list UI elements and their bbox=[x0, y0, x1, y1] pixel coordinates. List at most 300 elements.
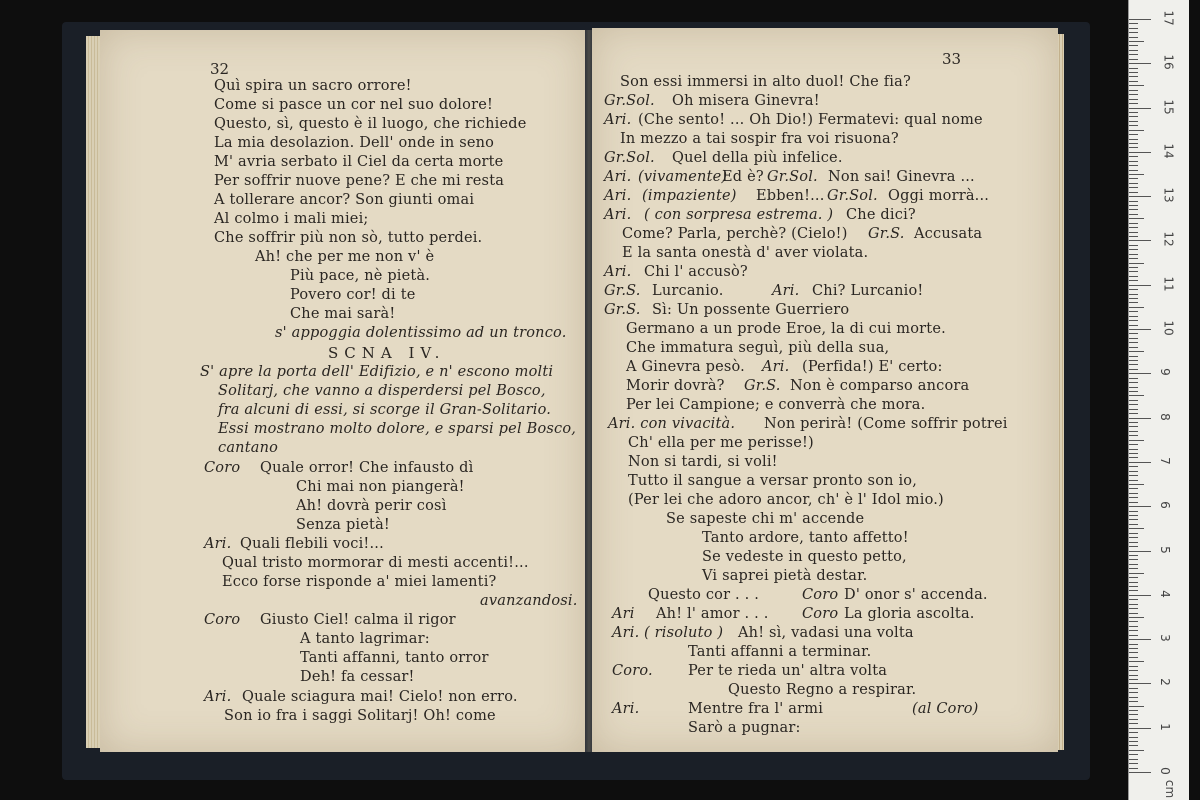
verse-line: Sarò a pugnar: bbox=[688, 720, 801, 736]
text-line: Al colmo i mali miei; bbox=[214, 211, 369, 227]
speaker-label: Coro. bbox=[612, 663, 653, 679]
speaker-label: Gr.S. bbox=[744, 378, 781, 394]
ruler-tick bbox=[1129, 426, 1138, 427]
ruler-tick bbox=[1129, 537, 1138, 538]
text-line: Questo, sì, questo è il luogo, che richiede bbox=[214, 116, 527, 132]
speaker-label: Ari. bbox=[204, 689, 232, 705]
text-line: Che dici? bbox=[846, 207, 916, 223]
ruler-tick bbox=[1129, 466, 1138, 467]
ruler-tick bbox=[1129, 542, 1138, 543]
ruler-tick bbox=[1129, 759, 1138, 760]
ruler-tick bbox=[1129, 519, 1138, 520]
ruler-tick bbox=[1129, 178, 1138, 179]
ruler-tick bbox=[1129, 143, 1138, 144]
verse-line: Tanto ardore, tanto affetto! bbox=[702, 530, 909, 546]
ruler-tick bbox=[1129, 737, 1138, 738]
ruler-tick bbox=[1129, 475, 1138, 476]
ruler-tick bbox=[1129, 719, 1138, 720]
ruler-tick bbox=[1129, 112, 1138, 113]
ruler-tick bbox=[1129, 183, 1138, 184]
ruler-tick bbox=[1129, 559, 1138, 560]
ruler-tick bbox=[1129, 763, 1138, 764]
ruler-tick bbox=[1129, 493, 1138, 494]
verse-line: Povero cor! di te bbox=[290, 287, 416, 303]
ruler-tick bbox=[1129, 254, 1138, 255]
ruler-label: 0 bbox=[1157, 767, 1172, 775]
verse-line: Se sapeste chi m' accende bbox=[666, 511, 865, 527]
ruler-tick bbox=[1129, 90, 1138, 91]
right-page bbox=[592, 28, 1058, 752]
speaker-label: Ari. bbox=[604, 264, 632, 280]
ruler-tick bbox=[1129, 387, 1138, 388]
text-line: Ch' ella per me perisse!) bbox=[628, 435, 814, 451]
ruler-tick bbox=[1129, 205, 1138, 206]
text-line: (Che sento! ... Oh Dio!) Fermatevi: qual nome bbox=[638, 112, 983, 128]
ruler-tick bbox=[1129, 50, 1138, 51]
ruler-tick bbox=[1129, 400, 1138, 401]
ruler-tick bbox=[1129, 289, 1138, 290]
ruler-tick bbox=[1129, 577, 1138, 578]
ruler-tick bbox=[1129, 19, 1151, 20]
ruler-tick bbox=[1129, 369, 1138, 370]
ruler-tick bbox=[1129, 382, 1138, 383]
stage-direction: ( risoluto ) bbox=[644, 625, 724, 641]
verse-line: Tanti affanni a terminar. bbox=[688, 644, 872, 660]
verse-line: Giusto Ciel! calma il rigor bbox=[260, 612, 456, 628]
ruler-tick bbox=[1129, 652, 1138, 653]
ruler-tick bbox=[1129, 573, 1144, 574]
ruler-tick bbox=[1129, 488, 1138, 489]
text-line: Tutto il sangue a versar pronto son io, bbox=[628, 473, 918, 489]
ruler-tick bbox=[1129, 692, 1138, 693]
ruler-tick bbox=[1129, 444, 1138, 445]
text-line: Chi? Lurcanio! bbox=[812, 283, 924, 299]
ruler-tick bbox=[1129, 453, 1138, 454]
verse-line: Mentre fra l' armi bbox=[688, 701, 824, 717]
ruler-tick bbox=[1129, 511, 1138, 512]
ruler-tick bbox=[1129, 364, 1138, 365]
ruler-tick bbox=[1129, 732, 1138, 733]
verse-line: Senza pietà! bbox=[296, 517, 390, 533]
text-line: Lurcanio. bbox=[652, 283, 724, 299]
text-line: Germano a un prode Eroe, la di cui morte. bbox=[626, 321, 946, 337]
text-line: Sì: Un possente Guerriero bbox=[652, 302, 850, 318]
text-line: (Perfida!) E' certo: bbox=[802, 359, 943, 375]
ruler-tick bbox=[1129, 683, 1151, 684]
verse-line: Ah! che per me non v' è bbox=[255, 249, 435, 265]
ruler-label: 14 bbox=[1161, 143, 1176, 159]
ruler-tick bbox=[1129, 635, 1138, 636]
text-line: Ed è? bbox=[722, 169, 764, 185]
ruler-tick bbox=[1129, 121, 1138, 122]
ruler-tick bbox=[1129, 94, 1138, 95]
ruler-tick bbox=[1129, 192, 1138, 193]
left-page bbox=[100, 30, 585, 752]
text-line: Chi l' accusò? bbox=[644, 264, 748, 280]
ruler-tick bbox=[1129, 223, 1138, 224]
ruler-label: 7 bbox=[1157, 457, 1172, 465]
ruler-tick bbox=[1129, 714, 1138, 715]
stage-direction: fra alcuni di essi, si scorge il Gran-Solitario. bbox=[218, 402, 552, 418]
stage-direction: (vivamente) bbox=[638, 169, 728, 185]
text-line: Ecco forse risponde a' miei lamenti? bbox=[222, 574, 497, 590]
page-number: 32 bbox=[210, 60, 230, 78]
stage-direction: Solitarj, che vanno a disperdersi pel Bosco, bbox=[218, 383, 546, 399]
ruler-tick bbox=[1129, 599, 1138, 600]
ruler-tick bbox=[1129, 666, 1138, 667]
ruler-tick bbox=[1129, 108, 1151, 109]
ruler-label: 6 bbox=[1157, 501, 1172, 510]
ruler-tick bbox=[1129, 728, 1151, 729]
ruler-tick bbox=[1129, 329, 1151, 330]
ruler-tick bbox=[1129, 276, 1138, 277]
ruler-tick bbox=[1129, 546, 1138, 547]
ruler-tick bbox=[1129, 515, 1138, 516]
ruler-tick bbox=[1129, 741, 1138, 742]
speaker-label: Ari. bbox=[604, 169, 632, 185]
stage-direction: s' appoggia dolentissimo ad un tronco. bbox=[275, 325, 567, 341]
ruler-tick bbox=[1129, 130, 1144, 131]
ruler-tick bbox=[1129, 471, 1138, 472]
ruler-tick bbox=[1129, 373, 1151, 374]
verse-line: Più pace, nè pietà. bbox=[290, 268, 431, 284]
ruler-tick bbox=[1129, 528, 1144, 529]
ruler-tick bbox=[1129, 356, 1138, 357]
verse-line: Per te rieda un' altra volta bbox=[688, 663, 888, 679]
ruler-tick bbox=[1129, 45, 1138, 46]
ruler-label: 2 bbox=[1157, 678, 1172, 687]
ruler-tick bbox=[1129, 551, 1151, 552]
stage-direction: (impaziente) bbox=[642, 188, 737, 204]
ruler-tick bbox=[1129, 435, 1138, 436]
ruler-tick bbox=[1129, 81, 1138, 82]
ruler-tick bbox=[1129, 187, 1138, 188]
ruler-tick bbox=[1129, 116, 1138, 117]
speaker-label: Ari. bbox=[604, 188, 632, 204]
ruler-tick bbox=[1129, 63, 1151, 64]
text-line: Oggi morrà... bbox=[888, 188, 990, 204]
ruler-tick bbox=[1129, 431, 1138, 432]
ruler-tick bbox=[1129, 745, 1138, 746]
ruler-tick bbox=[1129, 670, 1138, 671]
ruler-label: 17 bbox=[1161, 10, 1176, 26]
ruler-tick bbox=[1129, 139, 1138, 140]
text-line: Come? Parla, perchè? (Cielo!) bbox=[622, 226, 848, 242]
ruler-tick bbox=[1129, 754, 1138, 755]
speaker-label: Ari. bbox=[604, 207, 632, 223]
ruler-tick bbox=[1129, 134, 1138, 135]
speaker-label: Ari. bbox=[612, 625, 640, 641]
ruler-tick bbox=[1129, 723, 1138, 724]
ruler-tick bbox=[1129, 307, 1144, 308]
ruler-tick bbox=[1129, 564, 1138, 565]
ruler-tick bbox=[1129, 333, 1138, 334]
ruler-tick bbox=[1129, 351, 1144, 352]
text-line: Non sai! Ginevra ... bbox=[828, 169, 975, 185]
ruler-tick bbox=[1129, 661, 1144, 662]
ruler-tick bbox=[1129, 506, 1151, 507]
stage-direction: Essi mostrano molto dolore, e sparsi pel Bosco, bbox=[218, 421, 577, 437]
ruler-label: 10 bbox=[1161, 320, 1176, 336]
ruler-label: 11 bbox=[1161, 276, 1176, 292]
text-line: Morir dovrà? bbox=[626, 378, 725, 394]
text-line: Non è comparso ancora bbox=[790, 378, 970, 394]
ruler-tick bbox=[1129, 240, 1151, 241]
ruler-tick bbox=[1129, 103, 1138, 104]
ruler-label: 5 bbox=[1157, 545, 1172, 554]
speaker-label: Ari. bbox=[604, 112, 632, 128]
ruler-tick bbox=[1129, 302, 1138, 303]
ruler-tick bbox=[1129, 360, 1138, 361]
text-line: Che immatura seguì, più della sua, bbox=[626, 340, 890, 356]
ruler-tick bbox=[1129, 311, 1138, 312]
ruler-tick bbox=[1129, 227, 1138, 228]
ruler-tick bbox=[1129, 161, 1138, 162]
verse-line: Ah! dovrà perir così bbox=[296, 498, 447, 514]
page-number: 33 bbox=[942, 50, 962, 68]
ruler-tick bbox=[1129, 768, 1138, 769]
verse-line: La gloria ascolta. bbox=[844, 606, 975, 622]
ruler-tick bbox=[1129, 604, 1138, 605]
ruler-tick bbox=[1129, 156, 1138, 157]
ruler-unit: cm bbox=[1163, 779, 1178, 799]
ruler-label: 1 bbox=[1157, 722, 1172, 731]
verse-line: Deh! fa cessar! bbox=[300, 669, 415, 685]
ruler-tick bbox=[1129, 418, 1151, 419]
ruler-tick bbox=[1129, 679, 1138, 680]
ruler-tick bbox=[1129, 236, 1138, 237]
verse-line: Tanti affanni, tanto orror bbox=[300, 650, 489, 666]
ruler-tick bbox=[1129, 657, 1138, 658]
ruler-tick bbox=[1129, 32, 1138, 33]
ruler-tick bbox=[1129, 457, 1138, 458]
ruler-tick bbox=[1129, 214, 1138, 215]
ruler-tick bbox=[1129, 170, 1138, 171]
ruler-tick bbox=[1129, 449, 1138, 450]
ruler-tick bbox=[1129, 76, 1138, 77]
ruler-tick bbox=[1129, 701, 1138, 702]
speaker-label: Gr.Sol. bbox=[604, 93, 655, 109]
text-line: Son io fra i saggi Solitarj! Oh! come bbox=[224, 708, 496, 724]
ruler-tick bbox=[1129, 497, 1138, 498]
ruler-tick bbox=[1129, 404, 1138, 405]
text-line: Quale sciagura mai! Cielo! non erro. bbox=[242, 689, 518, 705]
text-line: Per soffrir nuove pene? E che mi resta bbox=[214, 173, 505, 189]
verse-line: Questo Regno a respirar. bbox=[728, 682, 917, 698]
ruler-label: 9 bbox=[1157, 368, 1172, 377]
speaker-label: Coro bbox=[802, 587, 839, 603]
ruler-tick bbox=[1129, 316, 1138, 317]
ruler-tick bbox=[1129, 422, 1138, 423]
text-line: Che soffrir più non sò, tutto perdei. bbox=[214, 230, 483, 246]
text-line: Son essi immersi in alto duol! Che fia? bbox=[620, 74, 911, 90]
verse-line: D' onor s' accenda. bbox=[844, 587, 988, 603]
speaker-label: Ari bbox=[612, 606, 635, 622]
text-line: Quel della più infelice. bbox=[672, 150, 843, 166]
speaker-label: Gr.Sol. bbox=[827, 188, 878, 204]
verse-line: Quale orror! Che infausto dì bbox=[260, 460, 474, 476]
verse-line: Ah! l' amor . . . bbox=[656, 606, 769, 622]
ruler-tick bbox=[1129, 502, 1138, 503]
ruler-tick bbox=[1129, 630, 1138, 631]
ruler-label: 3 bbox=[1157, 634, 1172, 642]
ruler-tick bbox=[1129, 267, 1138, 268]
speaker-label: Ari. con vivacità. bbox=[608, 416, 736, 432]
ruler-tick bbox=[1129, 147, 1138, 148]
ruler-tick bbox=[1129, 378, 1138, 379]
ruler-tick bbox=[1129, 413, 1138, 414]
stage-direction: (al Coro) bbox=[912, 701, 979, 717]
ruler-tick bbox=[1129, 72, 1138, 73]
ruler-tick bbox=[1129, 675, 1138, 676]
speaker-label: Ari. bbox=[762, 359, 790, 375]
ruler-tick bbox=[1129, 298, 1138, 299]
ruler-tick bbox=[1129, 232, 1138, 233]
speaker-label: Coro bbox=[802, 606, 839, 622]
stage-direction: cantano bbox=[218, 440, 279, 456]
text-line: In mezzo a tai sospir fra voi risuona? bbox=[620, 131, 899, 147]
ruler-tick bbox=[1129, 271, 1138, 272]
ruler-tick bbox=[1129, 568, 1138, 569]
ruler-tick bbox=[1129, 23, 1138, 24]
measurement-ruler bbox=[1128, 0, 1189, 800]
ruler-tick bbox=[1129, 99, 1138, 100]
ruler-tick bbox=[1129, 325, 1138, 326]
verse-line: Vi saprei pietà destar. bbox=[702, 568, 868, 584]
ruler-tick bbox=[1129, 648, 1138, 649]
ruler-tick bbox=[1129, 555, 1138, 556]
ruler-tick bbox=[1129, 608, 1138, 609]
text-line: Non si tardi, si voli! bbox=[628, 454, 778, 470]
ruler-tick bbox=[1129, 294, 1138, 295]
ruler-tick bbox=[1129, 644, 1138, 645]
text-line: (Per lei che adoro ancor, ch' è l' Idol mio.) bbox=[628, 492, 944, 508]
ruler-label: 12 bbox=[1161, 231, 1176, 248]
ruler-tick bbox=[1129, 626, 1138, 627]
speaker-label: Gr.S. bbox=[604, 302, 641, 318]
ruler-tick bbox=[1129, 639, 1151, 640]
text-line: Quì spira un sacro orrore! bbox=[214, 78, 412, 94]
ruler-tick bbox=[1129, 249, 1138, 250]
ruler-tick bbox=[1129, 28, 1138, 29]
ruler-tick bbox=[1129, 209, 1138, 210]
ruler-tick bbox=[1129, 342, 1138, 343]
ruler-tick bbox=[1129, 174, 1144, 175]
text-line: Ebben!... bbox=[756, 188, 825, 204]
ruler-tick bbox=[1129, 68, 1138, 69]
ruler-tick bbox=[1129, 338, 1138, 339]
ruler-tick bbox=[1129, 196, 1151, 197]
ruler-tick bbox=[1129, 590, 1138, 591]
verse-line: Questo cor . . . bbox=[648, 587, 760, 603]
ruler-tick bbox=[1129, 613, 1138, 614]
ruler-tick bbox=[1129, 54, 1138, 55]
ruler-tick bbox=[1129, 165, 1138, 166]
verse-line: Che mai sarà! bbox=[290, 306, 396, 322]
verse-line: Se vedeste in questo petto, bbox=[702, 549, 907, 565]
text-line: M' avria serbato il Ciel da certa morte bbox=[214, 154, 504, 170]
text-line: La mia desolazion. Dell' onde in seno bbox=[214, 135, 495, 151]
speaker-label: Gr.S. bbox=[604, 283, 641, 299]
ruler-label: 13 bbox=[1161, 187, 1176, 203]
scene-heading: SCNA IV. bbox=[328, 344, 446, 362]
ruler-tick bbox=[1129, 201, 1138, 202]
ruler-tick bbox=[1129, 125, 1138, 126]
ruler-tick bbox=[1129, 524, 1138, 525]
ruler-label: 16 bbox=[1161, 54, 1176, 70]
ruler-tick bbox=[1129, 440, 1144, 441]
ruler-tick bbox=[1129, 395, 1144, 396]
text-line: A Ginevra pesò. bbox=[626, 359, 745, 375]
ruler-tick bbox=[1129, 688, 1138, 689]
ruler-label: 15 bbox=[1161, 98, 1176, 115]
ruler-tick bbox=[1129, 59, 1138, 60]
ruler-tick bbox=[1129, 41, 1144, 42]
ruler-tick bbox=[1129, 245, 1138, 246]
ruler-tick bbox=[1129, 391, 1138, 392]
ruler-tick bbox=[1129, 706, 1144, 707]
ruler-tick bbox=[1129, 320, 1138, 321]
stage-direction: ( con sorpresa estrema. ) bbox=[644, 207, 834, 223]
ruler-tick bbox=[1129, 586, 1138, 587]
speaker-label: Ari. bbox=[772, 283, 800, 299]
ruler-tick bbox=[1129, 218, 1144, 219]
verse-line: Chi mai non piangerà! bbox=[296, 479, 465, 495]
speaker-label: Gr.Sol. bbox=[767, 169, 818, 185]
ruler-tick bbox=[1129, 697, 1138, 698]
ruler-tick bbox=[1129, 484, 1144, 485]
ruler-tick bbox=[1129, 533, 1138, 534]
text-line: Per lei Campione; e converrà che mora. bbox=[626, 397, 926, 413]
ruler-label: 4 bbox=[1157, 589, 1172, 598]
ruler-tick bbox=[1129, 582, 1138, 583]
ruler-tick bbox=[1129, 617, 1144, 618]
ruler-tick bbox=[1129, 285, 1151, 286]
speaker-label: Coro bbox=[204, 460, 241, 476]
text-line: Qual tristo mormorar di mesti accenti!... bbox=[222, 555, 529, 571]
ruler-tick bbox=[1129, 37, 1138, 38]
verse-line: A tanto lagrimar: bbox=[300, 631, 430, 647]
ruler-tick bbox=[1129, 595, 1151, 596]
ruler-tick bbox=[1129, 750, 1144, 751]
ruler-tick bbox=[1129, 258, 1138, 259]
ruler-tick bbox=[1129, 480, 1138, 481]
ruler-tick bbox=[1129, 152, 1151, 153]
ruler-tick bbox=[1129, 462, 1151, 463]
stage-direction: avanzandosi. bbox=[480, 593, 578, 609]
speaker-label: Coro bbox=[204, 612, 241, 628]
stage-direction: S' apre la porta dell' Edifizio, e n' escono molti bbox=[200, 364, 554, 380]
ruler-label: 8 bbox=[1157, 412, 1172, 421]
ruler-tick bbox=[1129, 280, 1138, 281]
verse-line: Ah! sì, vadasi una volta bbox=[738, 625, 914, 641]
text-line: A tollerare ancor? Son giunti omai bbox=[214, 192, 475, 208]
ruler-tick bbox=[1129, 85, 1144, 86]
text-line: Non perirà! (Come soffrir potrei bbox=[764, 416, 1008, 432]
text-line: Accusata bbox=[914, 226, 983, 242]
ruler-tick bbox=[1129, 409, 1138, 410]
ruler-tick bbox=[1129, 772, 1151, 773]
ruler-tick bbox=[1129, 710, 1138, 711]
text-line: Oh misera Ginevra! bbox=[672, 93, 820, 109]
ruler-tick bbox=[1129, 347, 1138, 348]
ruler-tick bbox=[1129, 621, 1138, 622]
text-line: E la santa onestà d' aver violata. bbox=[622, 245, 869, 261]
speaker-label: Gr.S. bbox=[868, 226, 905, 242]
speaker-label: Ari. bbox=[612, 701, 640, 717]
text-line: Quali flebili voci!... bbox=[240, 536, 384, 552]
text-line: Come si pasce un cor nel suo dolore! bbox=[214, 97, 494, 113]
